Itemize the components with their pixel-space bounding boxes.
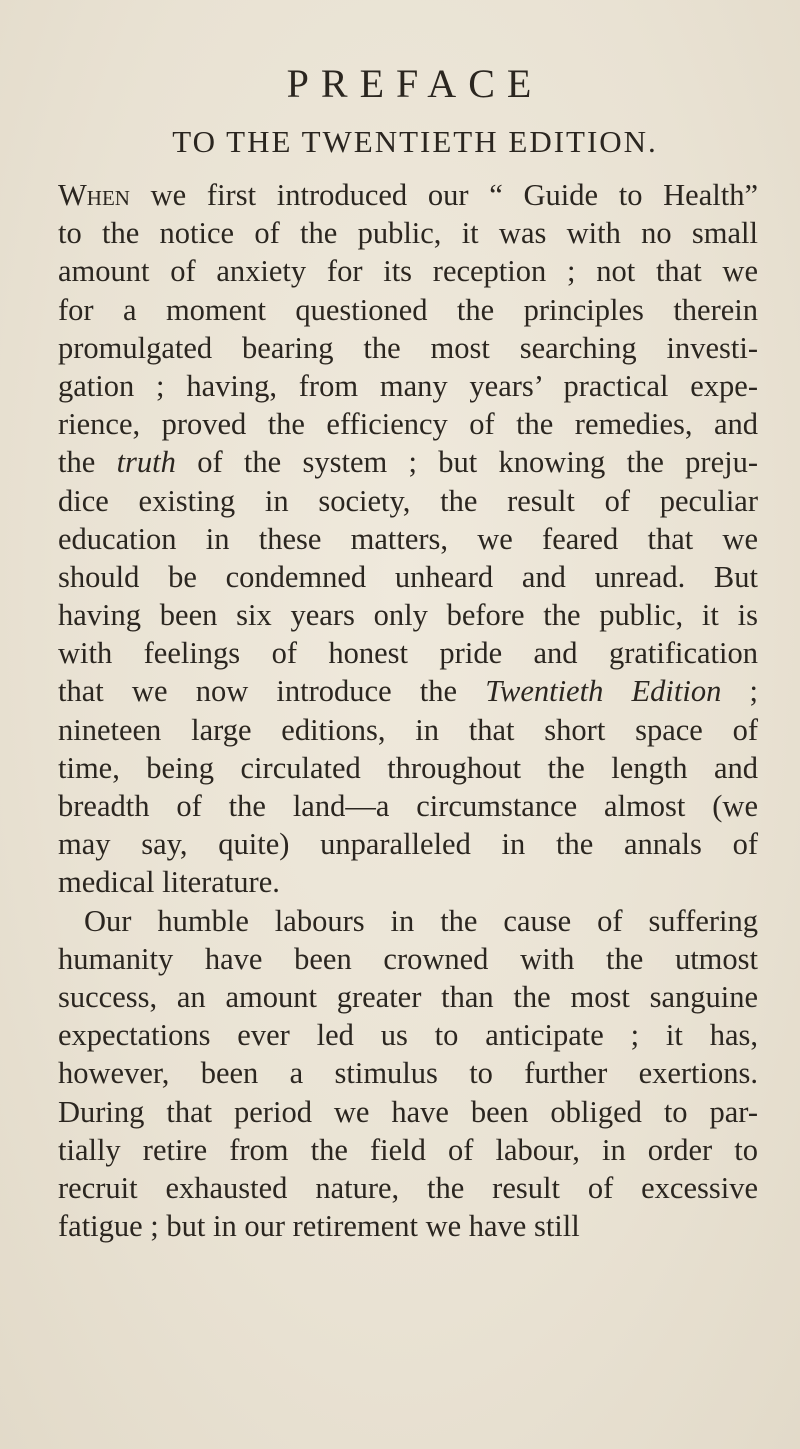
text-segment: with feelings of honest pride and gratification	[58, 636, 758, 671]
text-line	[58, 1016, 758, 1054]
text-segment: should be condemned unheard and unread. But	[58, 559, 758, 594]
text-line	[58, 520, 758, 558]
text-line	[58, 1093, 758, 1131]
text-segment: expectations ever led us to anticipate ; it has,	[58, 1018, 758, 1053]
text-segment: humanity have been crowned with the utmost	[58, 941, 758, 976]
text-segment: of the system ; but knowing the preju-	[175, 445, 758, 480]
text-line	[58, 405, 758, 443]
text-segment: During that period we have been obliged to par-	[58, 1094, 758, 1129]
text-line	[58, 214, 758, 252]
text-line	[58, 252, 758, 290]
text-segment: tially retire from the field of labour, in order to	[58, 1132, 758, 1167]
text-line	[58, 1169, 758, 1207]
text-segment: gation ; having, from many years’ practical expe-	[58, 368, 758, 403]
text-line	[58, 367, 758, 405]
text-segment: breadth of the land—a circumstance almost (we	[58, 789, 758, 823]
text-line	[58, 978, 758, 1016]
paragraph-2	[58, 902, 758, 1246]
text-segment: truth	[116, 445, 176, 480]
text-line	[58, 1131, 758, 1169]
text-line	[58, 940, 758, 978]
text-segment: the	[58, 445, 117, 480]
text-segment: that we now introduce the	[58, 674, 486, 709]
text-segment: for a moment questioned the principles therein	[58, 292, 758, 327]
text-segment: education in these matters, we feared that we	[58, 521, 758, 556]
text-segment: When	[58, 178, 130, 212]
text-line	[58, 825, 758, 863]
text-segment: to the notice of the public, it was with no small	[58, 216, 758, 251]
text-segment: amount of anxiety for its reception ; not that we	[58, 254, 758, 289]
text-line	[58, 482, 758, 520]
text-segment: nineteen large editions, in that short space of	[58, 712, 758, 747]
preface-body	[58, 176, 758, 1245]
paragraph-1	[58, 176, 758, 902]
text-line	[58, 902, 758, 940]
text-segment: time, being circulated throughout the length and	[58, 750, 758, 785]
text-segment: rience, proved the efficiency of the remedies, and	[58, 407, 758, 442]
text-segment: success, an amount greater than the most sanguine	[58, 979, 758, 1014]
text-segment: recruit exhausted nature, the result of excessive	[58, 1170, 758, 1205]
text-segment: having been six years only before the public, it is	[58, 598, 758, 633]
text-line	[58, 672, 758, 710]
text-line	[58, 291, 758, 329]
text-segment: we first introduced our “ Guide to Health”	[129, 178, 758, 212]
page-subtitle: TO THE TWENTIETH EDITION.	[172, 124, 658, 159]
text-line	[58, 329, 758, 367]
text-segment: Twentieth Edition	[485, 674, 722, 709]
text-line	[58, 863, 758, 901]
text-line	[58, 596, 758, 634]
text-line	[58, 787, 758, 825]
text-line	[58, 1054, 758, 1092]
text-segment: however, been a stimulus to further exertions.	[58, 1056, 758, 1091]
text-line	[58, 176, 758, 214]
text-segment: fatigue ; but in our retirement we have still	[58, 1209, 580, 1244]
text-segment: ;	[721, 674, 759, 709]
text-line	[58, 443, 758, 481]
text-segment: Our humble labours in the cause of suffering	[84, 903, 758, 938]
text-line	[58, 558, 758, 596]
text-segment: dice existing in society, the result of peculiar	[58, 483, 758, 518]
text-line	[58, 1207, 758, 1245]
text-segment: medical literature.	[58, 865, 280, 900]
text-segment: may say, quite) unparalleled in the annals of	[58, 827, 758, 862]
text-line	[58, 711, 758, 749]
text-line	[58, 749, 758, 787]
text-segment: promulgated bearing the most searching investi-	[58, 330, 758, 365]
text-line	[58, 634, 758, 672]
page-title: PREFACE	[286, 61, 544, 106]
